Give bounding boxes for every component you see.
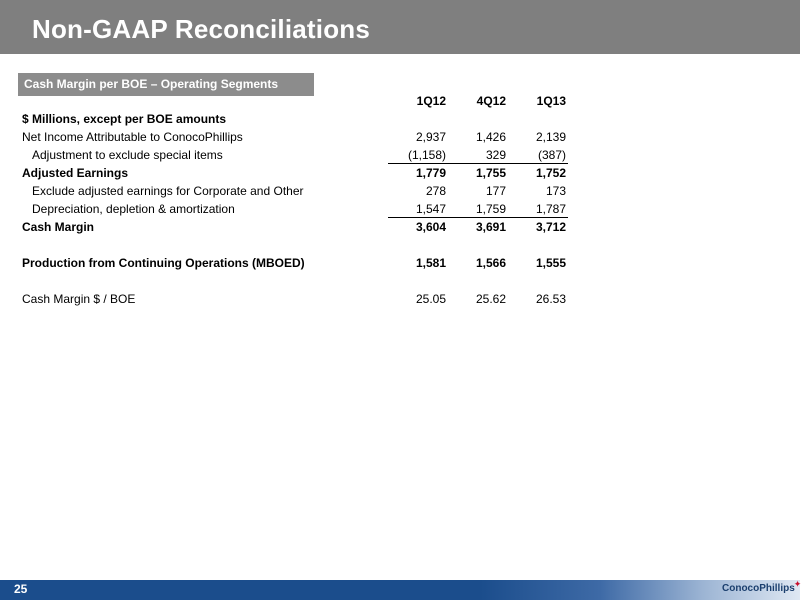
row-value: 1,547: [415, 202, 446, 216]
column-header: 1Q13: [536, 94, 566, 108]
table-row: [22, 128, 570, 146]
row-value: (387): [537, 148, 566, 162]
table-row: [22, 254, 570, 272]
table-row: [22, 218, 570, 236]
reconciliation-table: [22, 90, 570, 308]
logo-text: ConocoPhillips: [722, 583, 795, 594]
column-header: 1Q12: [416, 94, 446, 108]
row-value: 2,139: [535, 130, 566, 144]
row-value: 278: [425, 184, 446, 198]
row-value: 177: [485, 184, 506, 198]
footer-bar: [0, 580, 800, 600]
table-row: [22, 164, 570, 182]
table-row: [22, 200, 570, 218]
row-value: (1,158): [407, 148, 446, 162]
row-value: 1,752: [535, 166, 566, 180]
table-row: [22, 290, 570, 308]
row-label: Cash Margin: [22, 220, 95, 234]
row-label: Net Income Attributable to ConocoPhillips: [22, 130, 243, 144]
row-label: Adjustment to exclude special items: [32, 148, 223, 162]
page-number: 25: [14, 582, 28, 596]
table-row: [22, 182, 570, 200]
row-value: 1,566: [475, 256, 506, 270]
column-header: 4Q12: [476, 94, 506, 108]
row-value: 25.05: [415, 292, 446, 306]
row-label: Production from Continuing Operations (MBOED): [22, 256, 305, 270]
row-value: 1,759: [475, 202, 506, 216]
row-value: 1,779: [415, 166, 446, 180]
row-value: 2,937: [415, 130, 446, 144]
units-label: $ Millions, except per BOE amounts: [22, 112, 227, 126]
logo-mark-icon: ✦: [793, 579, 802, 589]
column-headers: [22, 90, 570, 110]
row-value: 25.62: [475, 292, 506, 306]
table-row: [22, 146, 570, 164]
row-value: 1,555: [535, 256, 566, 270]
row-value: 329: [485, 148, 506, 162]
row-spacer: [22, 236, 570, 254]
row-value: 1,581: [415, 256, 446, 270]
page-title: Non-GAAP Reconciliations: [32, 14, 371, 44]
row-value: 1,755: [475, 166, 506, 180]
row-value: 173: [545, 184, 566, 198]
units-row: [22, 110, 570, 128]
row-value: 3,712: [535, 220, 566, 234]
row-value: 3,691: [475, 220, 506, 234]
row-spacer: [22, 272, 570, 290]
company-logo: [722, 579, 802, 594]
row-label: Exclude adjusted earnings for Corporate and Other: [32, 184, 304, 198]
row-label: Adjusted Earnings: [22, 166, 129, 180]
row-label: Depreciation, depletion & amortization: [32, 202, 235, 216]
section-label: Cash Margin per BOE – Operating Segments: [18, 73, 314, 96]
row-value: 1,426: [475, 130, 506, 144]
row-value: 3,604: [415, 220, 446, 234]
row-label: Cash Margin $ / BOE: [22, 292, 136, 306]
row-value: 26.53: [535, 292, 566, 306]
row-value: 1,787: [535, 202, 566, 216]
